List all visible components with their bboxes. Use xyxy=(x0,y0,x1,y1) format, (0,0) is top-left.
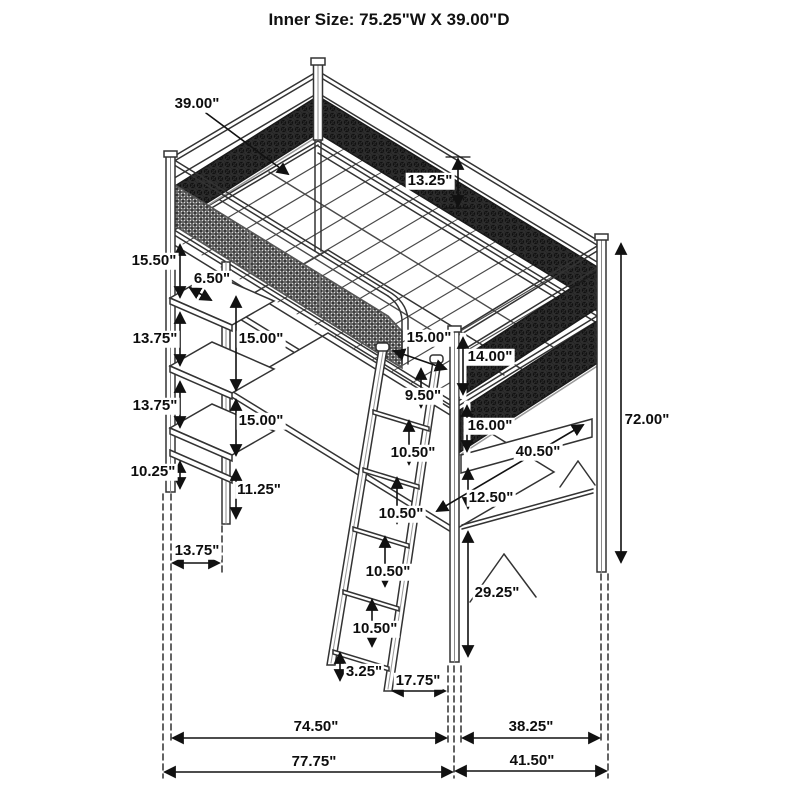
dim-label-10-50-b: 10.50" xyxy=(378,504,424,522)
dim-label-14-00: 14.00" xyxy=(467,347,513,365)
dim-label-17-75: 17.75" xyxy=(395,671,441,689)
dim-label-9-50: 9.50" xyxy=(404,386,442,404)
dim-label-38-25: 38.25" xyxy=(508,717,554,735)
dim-label-74-50: 74.50" xyxy=(293,717,339,735)
dim-label-13-75-c: 13.75" xyxy=(174,541,220,559)
dim-label-15-00-b: 15.00" xyxy=(238,411,284,429)
dim-label-13-75-a: 13.75" xyxy=(132,329,178,347)
dim-label-13-75-b: 13.75" xyxy=(132,396,178,414)
dim-label-11-25: 11.25" xyxy=(237,480,281,498)
dim-label-height-72: 72.00" xyxy=(624,410,670,428)
dim-label-40-50: 40.50" xyxy=(515,442,561,460)
diagram-title: Inner Size: 75.25"W X 39.00"D xyxy=(268,10,510,29)
dim-label-41-50: 41.50" xyxy=(509,751,555,769)
dim-label-12-50: 12.50" xyxy=(468,488,514,506)
shelf-tower xyxy=(170,274,274,483)
dim-label-guard-13-25: 13.25" xyxy=(407,171,453,189)
dim-label-10-50-c: 10.50" xyxy=(365,562,411,580)
dim-label-6-50: 6.50" xyxy=(193,269,231,287)
dim-label-10-50-d: 10.50" xyxy=(352,619,398,637)
dim-label-10-25: 10.25" xyxy=(130,462,176,480)
dim-label-15-00-c: 15.00" xyxy=(406,328,452,346)
dim-label-3-25: 3.25" xyxy=(345,662,383,680)
dim-label-10-50-a: 10.50" xyxy=(390,443,436,461)
dim-label-15-50: 15.50" xyxy=(131,251,177,269)
dim-label-77-75: 77.75" xyxy=(291,752,337,770)
dim-label-16-00: 16.00" xyxy=(467,416,513,434)
dim-label-29-25: 29.25" xyxy=(474,583,520,601)
dim-label-15-00-a: 15.00" xyxy=(238,329,284,347)
dim-label-depth-39: 39.00" xyxy=(174,94,220,112)
